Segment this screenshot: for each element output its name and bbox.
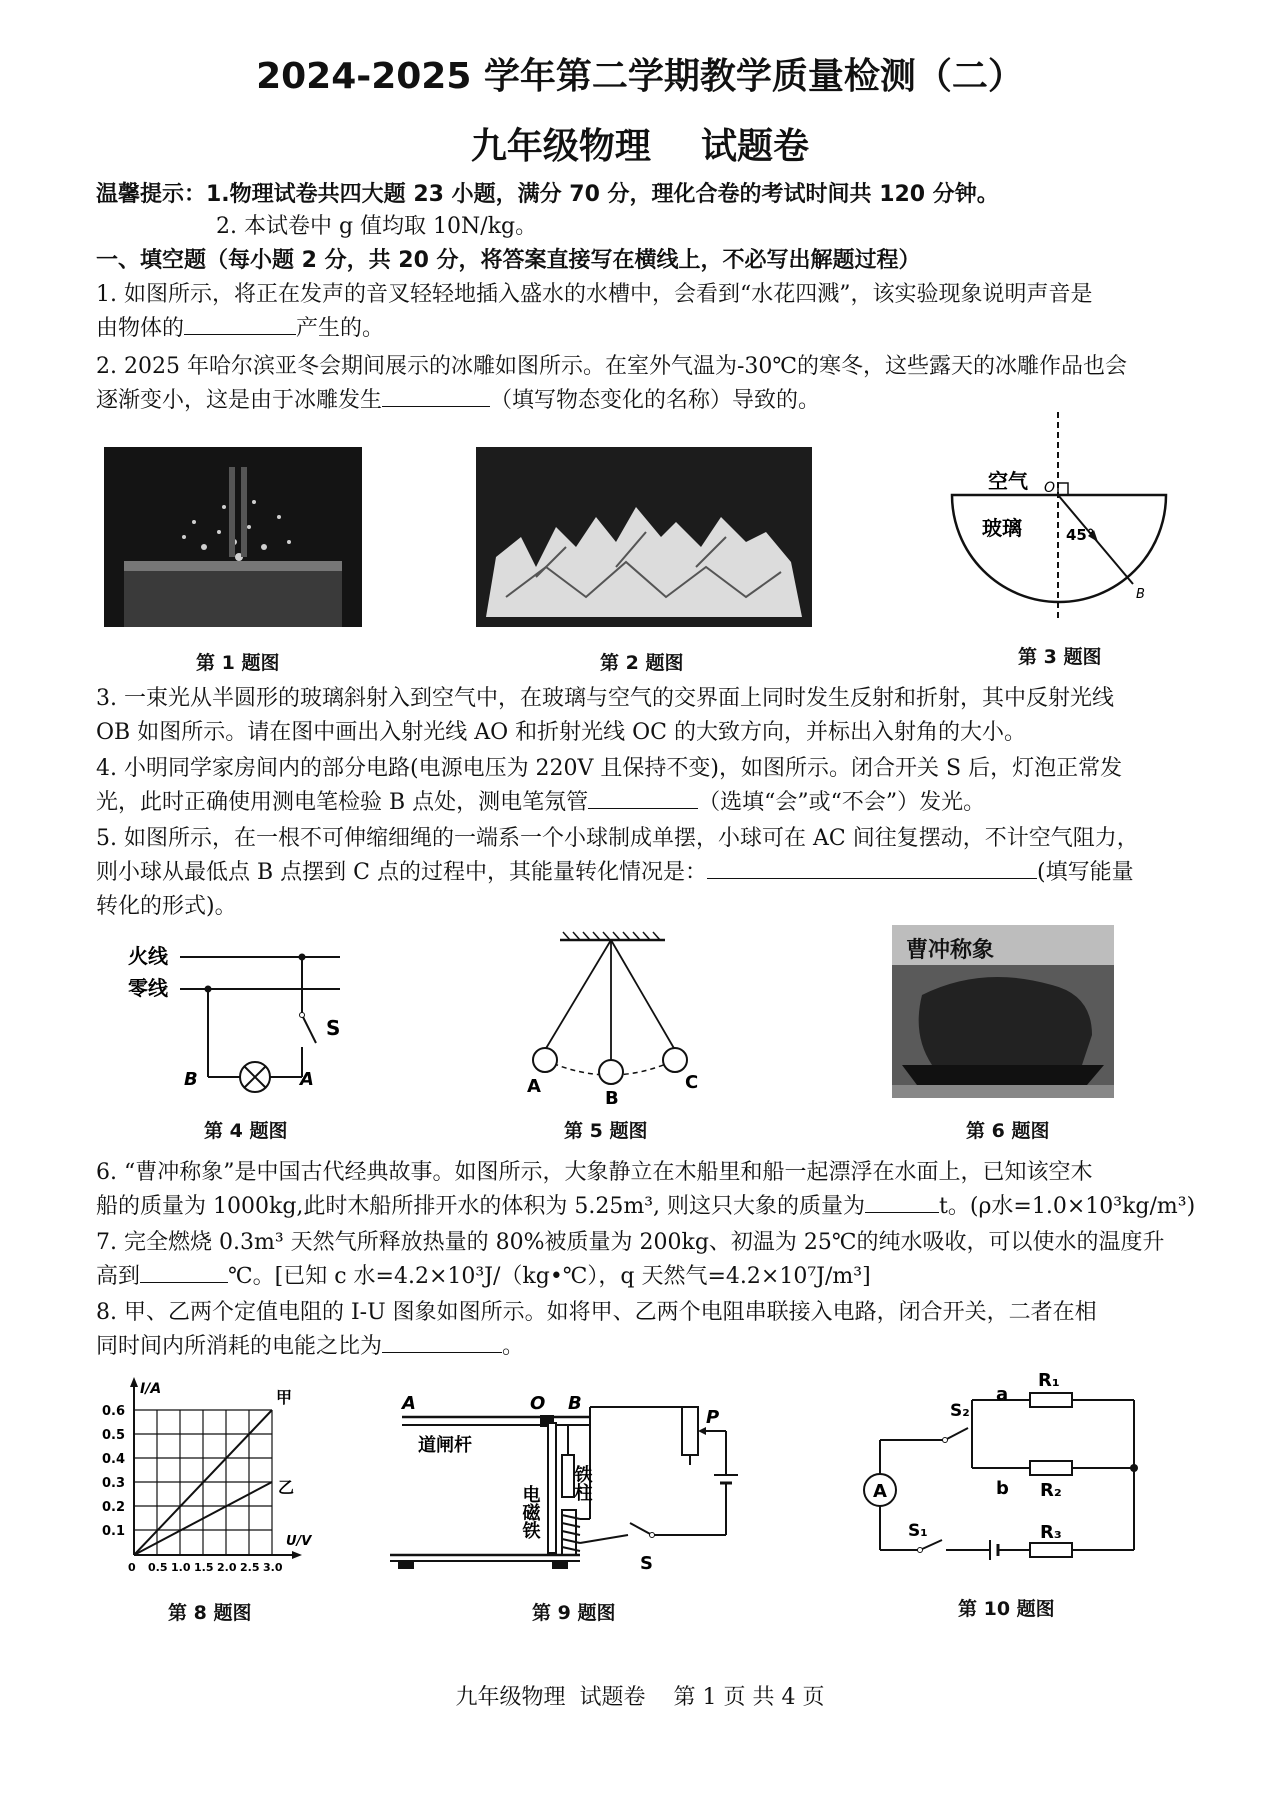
fig4-A-label: A xyxy=(300,1069,314,1090)
fig8-label-jia: 甲 xyxy=(276,1388,293,1407)
q6-line-2 xyxy=(96,1192,1206,1222)
fig8-ytick: 0.2 xyxy=(102,1500,126,1515)
fig2-photo-drawing xyxy=(476,447,812,627)
fig8-xtick: 1.0 xyxy=(171,1561,191,1574)
fig3-B-label: B xyxy=(1136,587,1145,602)
fig6-photo-title: 曹冲称象 xyxy=(906,938,995,963)
q4-text-post: （选填“会”或“不会”）发光。 xyxy=(698,790,986,815)
q4-line-2 xyxy=(96,788,1206,818)
section-1-heading: 一、填空题（每小题 2 分，共 20 分，将答案直接写在横线上，不必写出解题过程） xyxy=(96,248,921,273)
q4-line-1: 4. 小明同学家房间内的部分电路(电源电压为 220V 且保持不变)，如图所示。闭合开关 S 后，灯泡正常发 xyxy=(96,756,1123,781)
fig9-B-label: B xyxy=(568,1395,582,1414)
q7-line-2 xyxy=(96,1262,1206,1292)
fig10-R3 xyxy=(1030,1543,1072,1557)
fig8-xtick: 1.5 xyxy=(194,1561,214,1574)
q1-line-1: 1. 如图所示，将正在发声的音叉轻轻地插入盛水的水槽中，会看到“水花四溅”，该实验现象说明声音是 xyxy=(96,282,1093,307)
q7-line-1: 7. 完全燃烧 0.3m³ 天然气所释放热量的 80%被质量为 200kg、初温为 25℃的纯水吸收，可以使水的温度升 xyxy=(96,1230,1165,1255)
fig9-caption: 第 9 题图 xyxy=(532,1602,616,1624)
fig5-ball-B xyxy=(599,1060,623,1084)
fig2-caption: 第 2 题图 xyxy=(600,652,684,674)
fig5-ball-A xyxy=(533,1048,557,1072)
fig8-yticks xyxy=(102,1404,125,1539)
q1-text-post: 产生的。 xyxy=(296,316,385,341)
fig10-R1-label: R₁ xyxy=(1038,1370,1060,1391)
fig8-ytick: 0.5 xyxy=(102,1428,126,1443)
fig9-A-label: A xyxy=(402,1395,416,1414)
fig3-air-label: 空气 xyxy=(988,469,1028,493)
fig8-caption: 第 8 题图 xyxy=(168,1602,252,1624)
q6-line-1: 6. “曹冲称象”是中国古代经典故事。如图所示，大象静立在木船里和船一起漂浮在水面上，已知该空木 xyxy=(96,1160,1093,1185)
fig1-caption: 第 1 题图 xyxy=(196,652,280,674)
q3-line-1: 3. 一束光从半圆形的玻璃斜射入到空气中，在玻璃与空气的交界面上同时发生反射和折射，其中反射光线 xyxy=(96,686,1114,711)
fig9-barrier-gate-diagram xyxy=(390,1395,760,1585)
fig9-switch-S xyxy=(630,1523,652,1535)
fig8-xlabel: U/V xyxy=(286,1534,312,1549)
fig9-O-label: O xyxy=(530,1395,546,1414)
fig8-xtick: 0 xyxy=(128,1561,136,1574)
fig8-ytick: 0.1 xyxy=(102,1524,126,1539)
fig5-A-label: A xyxy=(527,1076,541,1097)
fig9-magnet-label: 电磁铁 xyxy=(519,1485,541,1539)
fig8-xtick: 0.5 xyxy=(148,1561,168,1574)
fig9-rheostat xyxy=(682,1407,698,1455)
q4-answer-blank[interactable] xyxy=(588,788,698,809)
q8-answer-blank[interactable] xyxy=(382,1332,502,1353)
q3-line-2: OB 如图所示。请在图中画出入射光线 AO 和折射光线 OC 的大致方向，并标出入射角的大小。 xyxy=(96,720,1026,745)
q2-answer-blank[interactable] xyxy=(382,386,490,407)
fig3-angle-label: 45° xyxy=(1066,526,1095,544)
q2-text-post: （填写物态变化的名称）导致的。 xyxy=(490,388,821,413)
q5-text-pre: 则小球从最低点 B 点摆到 C 点的过程中，其能量转化情况是： xyxy=(96,860,707,885)
q7-text-pre: 高到 xyxy=(96,1264,141,1289)
fig4-neutral-label: 零线 xyxy=(128,976,168,1000)
fig3-caption: 第 3 题图 xyxy=(1018,646,1102,668)
q5-line-2 xyxy=(96,858,1206,888)
fig10-switch-S1 xyxy=(920,1540,942,1550)
fig10-switch-S2 xyxy=(945,1428,968,1440)
fig10-ammeter-label: A xyxy=(873,1481,887,1502)
q2-text-pre: 逐渐变小，这是由于冰雕发生 xyxy=(96,388,383,413)
fig9-post xyxy=(548,1423,556,1553)
q6-text-post: t。(ρ水=1.0×10³kg/m³) xyxy=(939,1194,1196,1219)
fig10-S1-label: S₁ xyxy=(908,1521,928,1541)
q8-line-1: 8. 甲、乙两个定值电阻的 I-U 图象如图所示。如将甲、乙两个电阻串联接入电路，闭合开关，二者在相 xyxy=(96,1300,1097,1325)
fig8-ytick: 0.4 xyxy=(102,1452,126,1467)
fig3-refraction-diagram xyxy=(940,410,1180,630)
fig5-B-label: B xyxy=(605,1088,619,1105)
fig9-S-label: S xyxy=(640,1553,653,1574)
fig10-R2 xyxy=(1030,1461,1072,1475)
q8-text-pre: 同时间内所消耗的电能之比为 xyxy=(96,1334,383,1359)
fig4-caption: 第 4 题图 xyxy=(204,1120,288,1142)
fig10-a-label: a xyxy=(996,1384,1009,1405)
fig10-circuit-diagram xyxy=(850,1370,1160,1570)
q5-text-post: (填写能量 xyxy=(1036,860,1134,885)
fig9-P-label: P xyxy=(706,1407,720,1428)
fig4-switch-S xyxy=(302,1015,316,1043)
fig1-tuning-fork-photo xyxy=(104,447,362,627)
q1-answer-blank[interactable] xyxy=(184,314,296,335)
fig4-live-label: 火线 xyxy=(128,944,168,968)
fig4-circuit-diagram xyxy=(120,935,360,1095)
fig5-C-label: C xyxy=(685,1072,699,1093)
fig10-caption: 第 10 题图 xyxy=(958,1598,1055,1620)
fig1-photo-drawing xyxy=(104,447,362,627)
fig10-R3-label: R₃ xyxy=(1040,1522,1062,1543)
fig8-xtick: 3.0 xyxy=(263,1561,283,1574)
fig8-xtick: 2.5 xyxy=(240,1561,260,1574)
exam-title: 2024-2025 学年第二学期教学质量检测（二） xyxy=(256,56,1024,97)
fig10-R2-label: R₂ xyxy=(1040,1480,1062,1501)
fig10-R1 xyxy=(1030,1393,1072,1407)
q8-text-post: 。 xyxy=(502,1334,525,1359)
fig10-S2-label: S₂ xyxy=(950,1401,970,1421)
fig4-B-label: B xyxy=(184,1069,198,1090)
fig8-label-yi: 乙 xyxy=(278,1478,295,1497)
fig9-rod-label: 道闸杆 xyxy=(418,1435,472,1456)
fig8-IU-graph xyxy=(96,1375,316,1575)
q5-answer-blank[interactable] xyxy=(707,858,1037,879)
exam-subtitle: 九年级物理 试题卷 xyxy=(470,126,810,167)
fig6-elephant-photo xyxy=(892,925,1114,1098)
q1-text-pre: 由物体的 xyxy=(96,316,185,341)
q6-text-pre: 船的质量为 1000kg,此时木船所排开水的体积为 5.25m³, 则这只大象的质量为 xyxy=(96,1194,866,1219)
fig8-ytick: 0.3 xyxy=(102,1476,126,1491)
fig3-glass-label: 玻璃 xyxy=(982,516,1022,540)
tip-line-1: 温馨提示：1.物理试卷共四大题 23 小题，满分 70 分，理化合卷的考试时间共 120 分钟。 xyxy=(96,182,999,207)
q5-line-3: 转化的形式)。 xyxy=(96,894,237,919)
q8-line-2 xyxy=(96,1332,1206,1362)
fig9-iron-label: 铁柱 xyxy=(571,1465,593,1501)
fig8-ytick: 0.6 xyxy=(102,1404,126,1419)
fig5-ball-C xyxy=(663,1048,687,1072)
fig5-pendulum-diagram xyxy=(515,930,715,1105)
q2-line-1: 2. 2025 年哈尔滨亚冬会期间展示的冰雕如图所示。在室外气温为-30℃的寒冬，这些露天的冰雕作品也会 xyxy=(96,354,1128,379)
q1-line-2 xyxy=(96,314,1206,344)
fig8-xtick: 2.0 xyxy=(217,1561,237,1574)
fig5-caption: 第 5 题图 xyxy=(564,1120,648,1142)
fig6-caption: 第 6 题图 xyxy=(966,1120,1050,1142)
fig8-xticks xyxy=(128,1561,283,1574)
fig2-ice-sculpture-photo xyxy=(476,447,812,627)
fig3-O-label: O xyxy=(1044,480,1056,496)
page-footer: 九年级物理 试题卷 第 1 页 共 4 页 xyxy=(455,1685,825,1710)
fig4-S-label: S xyxy=(326,1016,341,1040)
q4-text-pre: 光，此时正确使用测电笔检验 B 点处，测电笔氖管 xyxy=(96,790,589,815)
fig10-b-label: b xyxy=(996,1478,1009,1499)
q7-text-post: ℃。[已知 c 水=4.2×10³J/（kg•℃），q 天然气=4.2×10⁷J/m³] xyxy=(228,1264,871,1289)
fig8-ylabel: I/A xyxy=(140,1381,162,1397)
q5-line-1: 5. 如图所示，在一根不可伸缩细绳的一端系一个小球制成单摆，小球可在 AC 间往复摆动，不计空气阻力， xyxy=(96,826,1139,851)
q6-answer-blank[interactable] xyxy=(865,1192,939,1213)
tip-line-2: 2. 本试卷中 g 值均取 10N/kg。 xyxy=(216,214,538,239)
q7-answer-blank[interactable] xyxy=(140,1262,228,1283)
